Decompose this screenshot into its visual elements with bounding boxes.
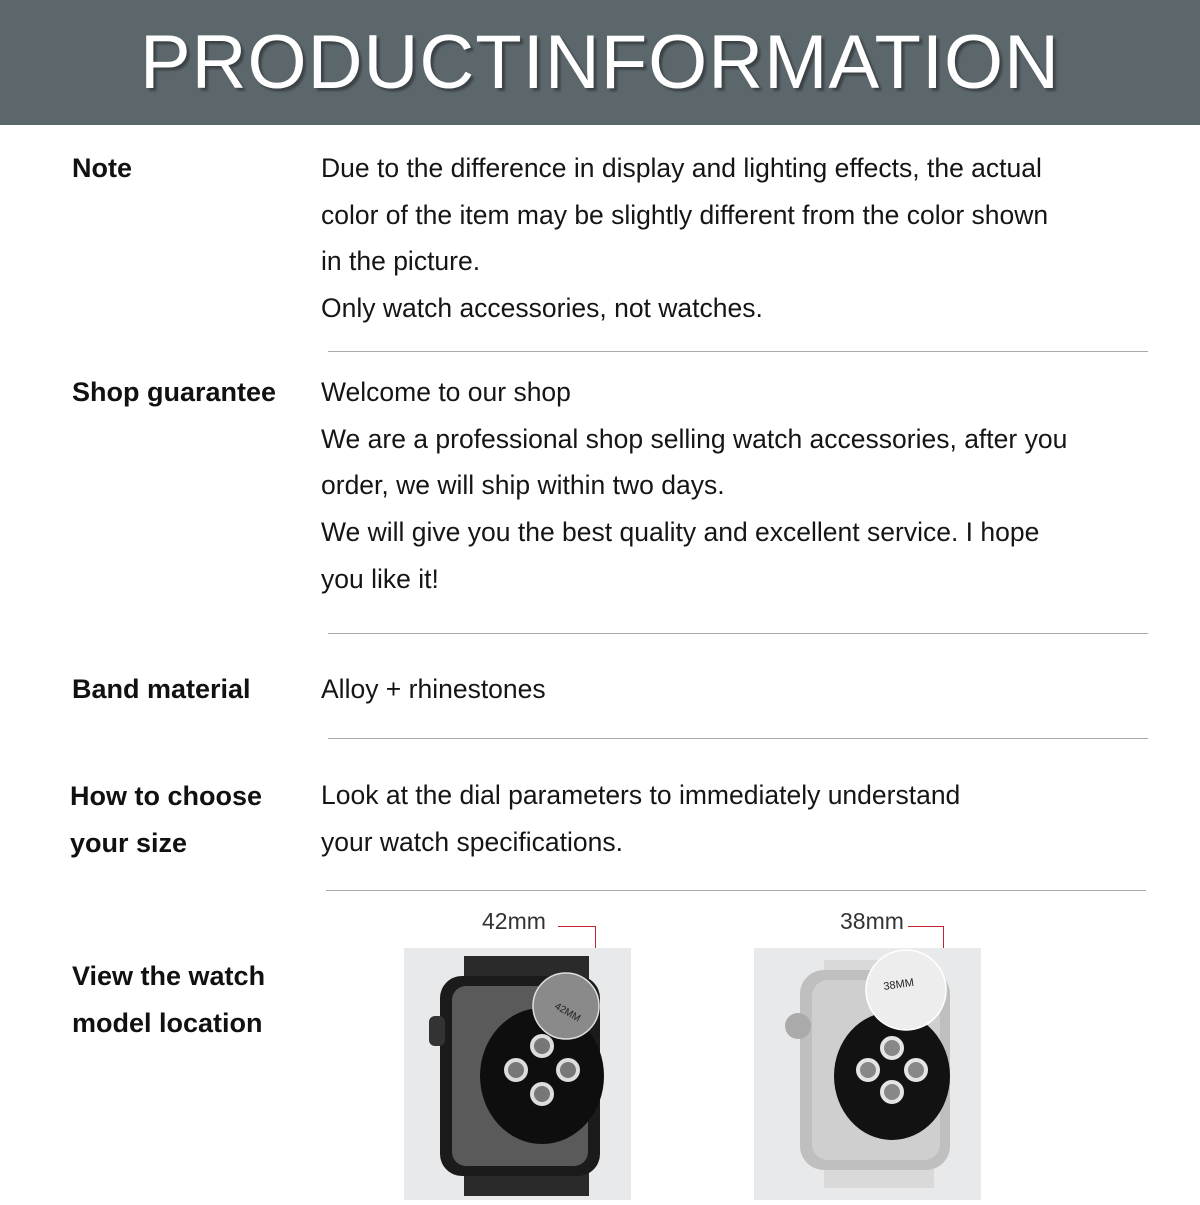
- label-line: model location: [72, 1008, 263, 1038]
- label-line: your size: [70, 828, 188, 858]
- size-label-42mm: 42mm: [482, 908, 546, 934]
- divider: [326, 890, 1146, 891]
- watch-photo-38mm: [754, 948, 981, 1200]
- note-text: [321, 145, 1048, 332]
- text-line: you like it!: [321, 563, 439, 594]
- text-line: We are a professional shop selling watch accessories, after you: [321, 423, 1068, 454]
- text-line: in the picture.: [321, 246, 481, 277]
- band-material-text: Alloy + rhinestones: [321, 674, 546, 704]
- text-line: order, we will ship within two days.: [321, 470, 725, 501]
- text-line: Due to the difference in display and lighting effects, the actual: [321, 153, 1042, 183]
- watch-photo-42mm: [404, 948, 631, 1200]
- svg-text:38MM: 38MM: [882, 976, 915, 993]
- size-label-38mm: 38mm: [840, 908, 904, 934]
- label-line: View the watch: [72, 961, 266, 991]
- divider: [328, 351, 1148, 352]
- text-line: color of the item may be slightly different from the color shown: [321, 199, 1049, 230]
- text-line: your watch specifications.: [321, 826, 623, 857]
- watch-back-icon: [754, 948, 981, 1200]
- text-line: We will give you the best quality and excellent service. I hope: [321, 517, 1040, 548]
- watch-back-icon: [404, 948, 631, 1200]
- text-line: Look at the dial parameters to immediately understand: [321, 780, 961, 810]
- page-title: PRODUCTINFORMATION: [139, 20, 1061, 105]
- shop-guarantee-text: [321, 369, 1067, 603]
- shop-guarantee-label: Shop guarantee: [72, 377, 277, 407]
- choose-size-label: [70, 773, 262, 867]
- divider: [328, 633, 1148, 634]
- band-material-label: Band material: [72, 674, 251, 704]
- choose-size-text: [321, 772, 960, 865]
- header-banner: [0, 0, 1200, 125]
- note-label: Note: [72, 153, 132, 183]
- label-line: How to choose: [70, 781, 263, 811]
- text-line: Welcome to our shop: [321, 377, 571, 407]
- view-model-label: [72, 953, 265, 1047]
- text-line: Only watch accessories, not watches.: [321, 293, 763, 324]
- svg-text:42MM: 42MM: [552, 1001, 583, 1025]
- divider: [328, 738, 1148, 739]
